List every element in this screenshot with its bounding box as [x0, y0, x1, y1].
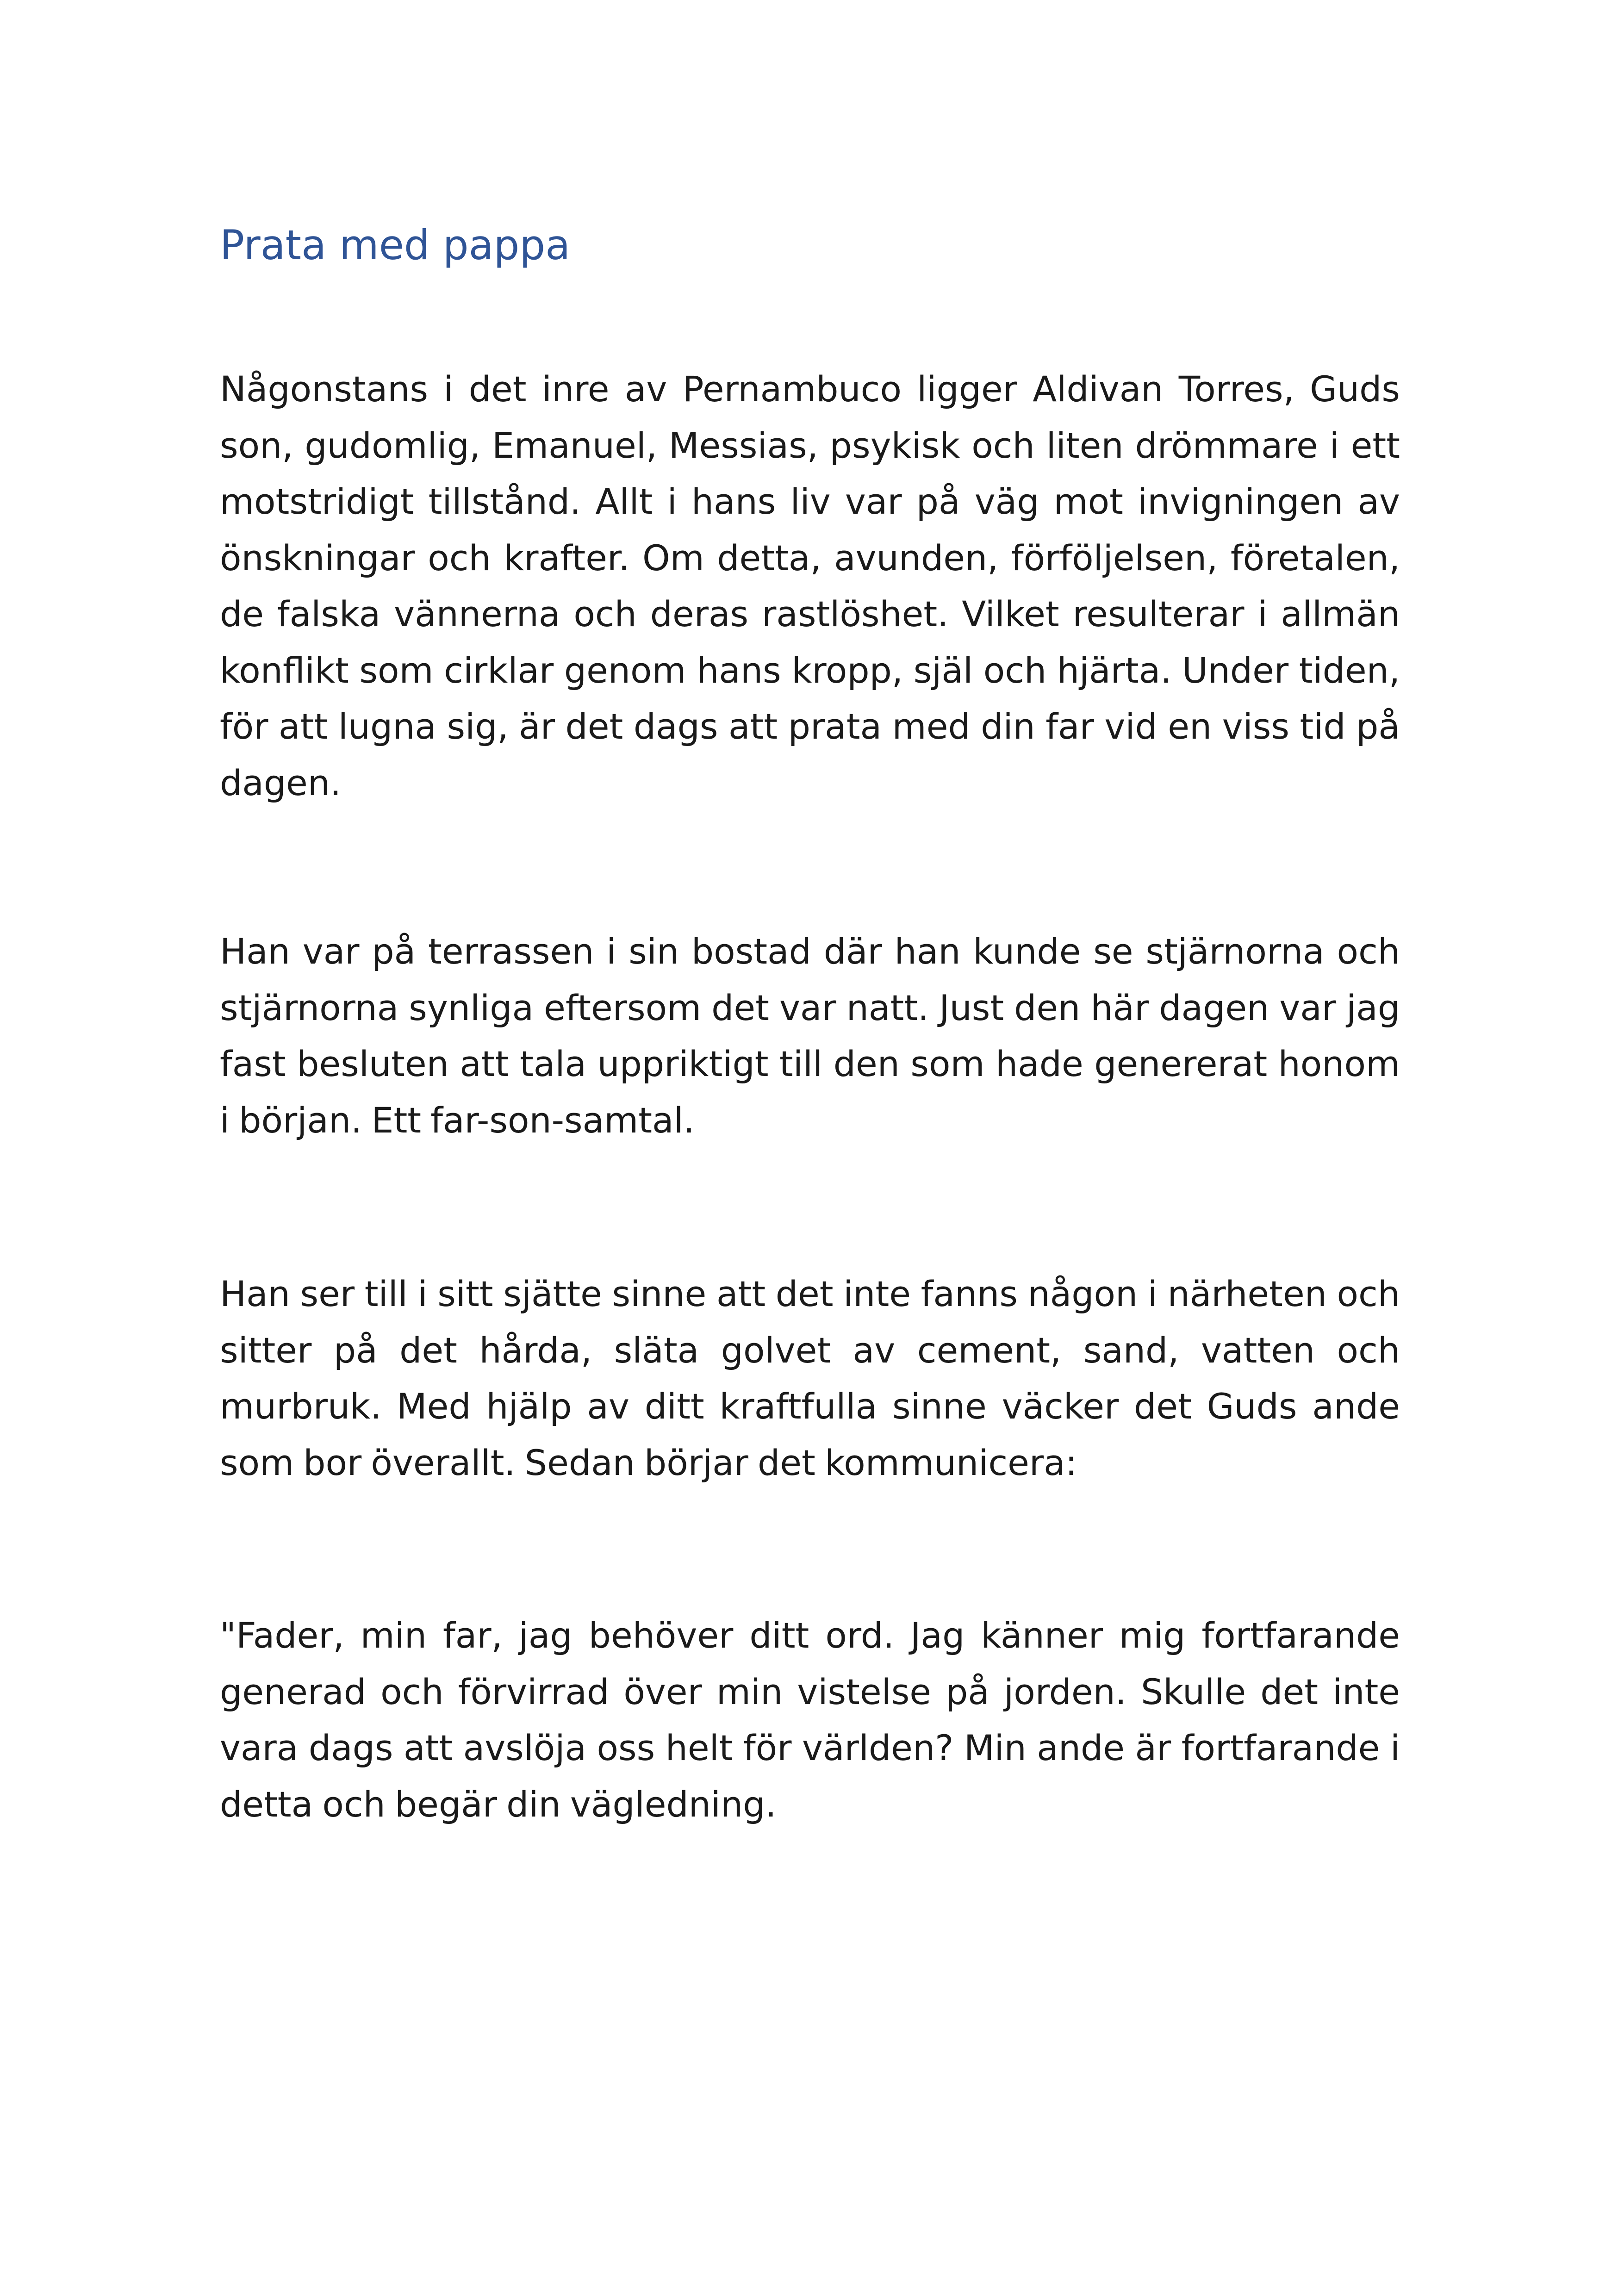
page-title: Prata med pappa	[220, 221, 571, 269]
paragraph-1: Någonstans i det inre av Pernambuco ligger Aldivan Torres, Guds son, gudomlig, Emanuel, Messias, psykisk och liten drömmare i ett motstridigt tillstånd. Allt i hans liv var på väg mot invigningen av önskningar och krafter. Om detta, avunden, förföljelsen, företalen, de falska vännerna och deras rastlöshet. Vilket resulterar i allmän konflikt som cirklar genom hans kropp, själ och hjärta. Under tiden, för att lugna sig, är det dags att prata med din far vid en viss tid på dagen.	[220, 368, 1400, 803]
paragraph-4: "Fader, min far, jag behöver ditt ord. Jag känner mig fortfarande generad och förvirrad över min vistelse på jorden. Skulle det inte vara dags att avslöja oss helt för världen? Min ande är fortfarande i detta och begär din vägledning.	[220, 1615, 1400, 1825]
paragraph-3: Han ser till i sitt sjätte sinne att det inte fanns någon i närheten och sitter på det hårda, släta golvet av cement, sand, vatten och murbruk. Med hjälp av ditt kraftfulla sinne väcker det Guds ande som bor överallt. Sedan börjar det kommunicera:	[220, 1273, 1400, 1483]
paragraph-2: Han var på terrassen i sin bostad där han kunde se stjärnorna och stjärnorna synliga eftersom det var natt. Just den här dagen var jag fast besluten att tala uppriktigt till den som hade genererat honom i början. Ett far-son-samtal.	[220, 931, 1400, 1141]
